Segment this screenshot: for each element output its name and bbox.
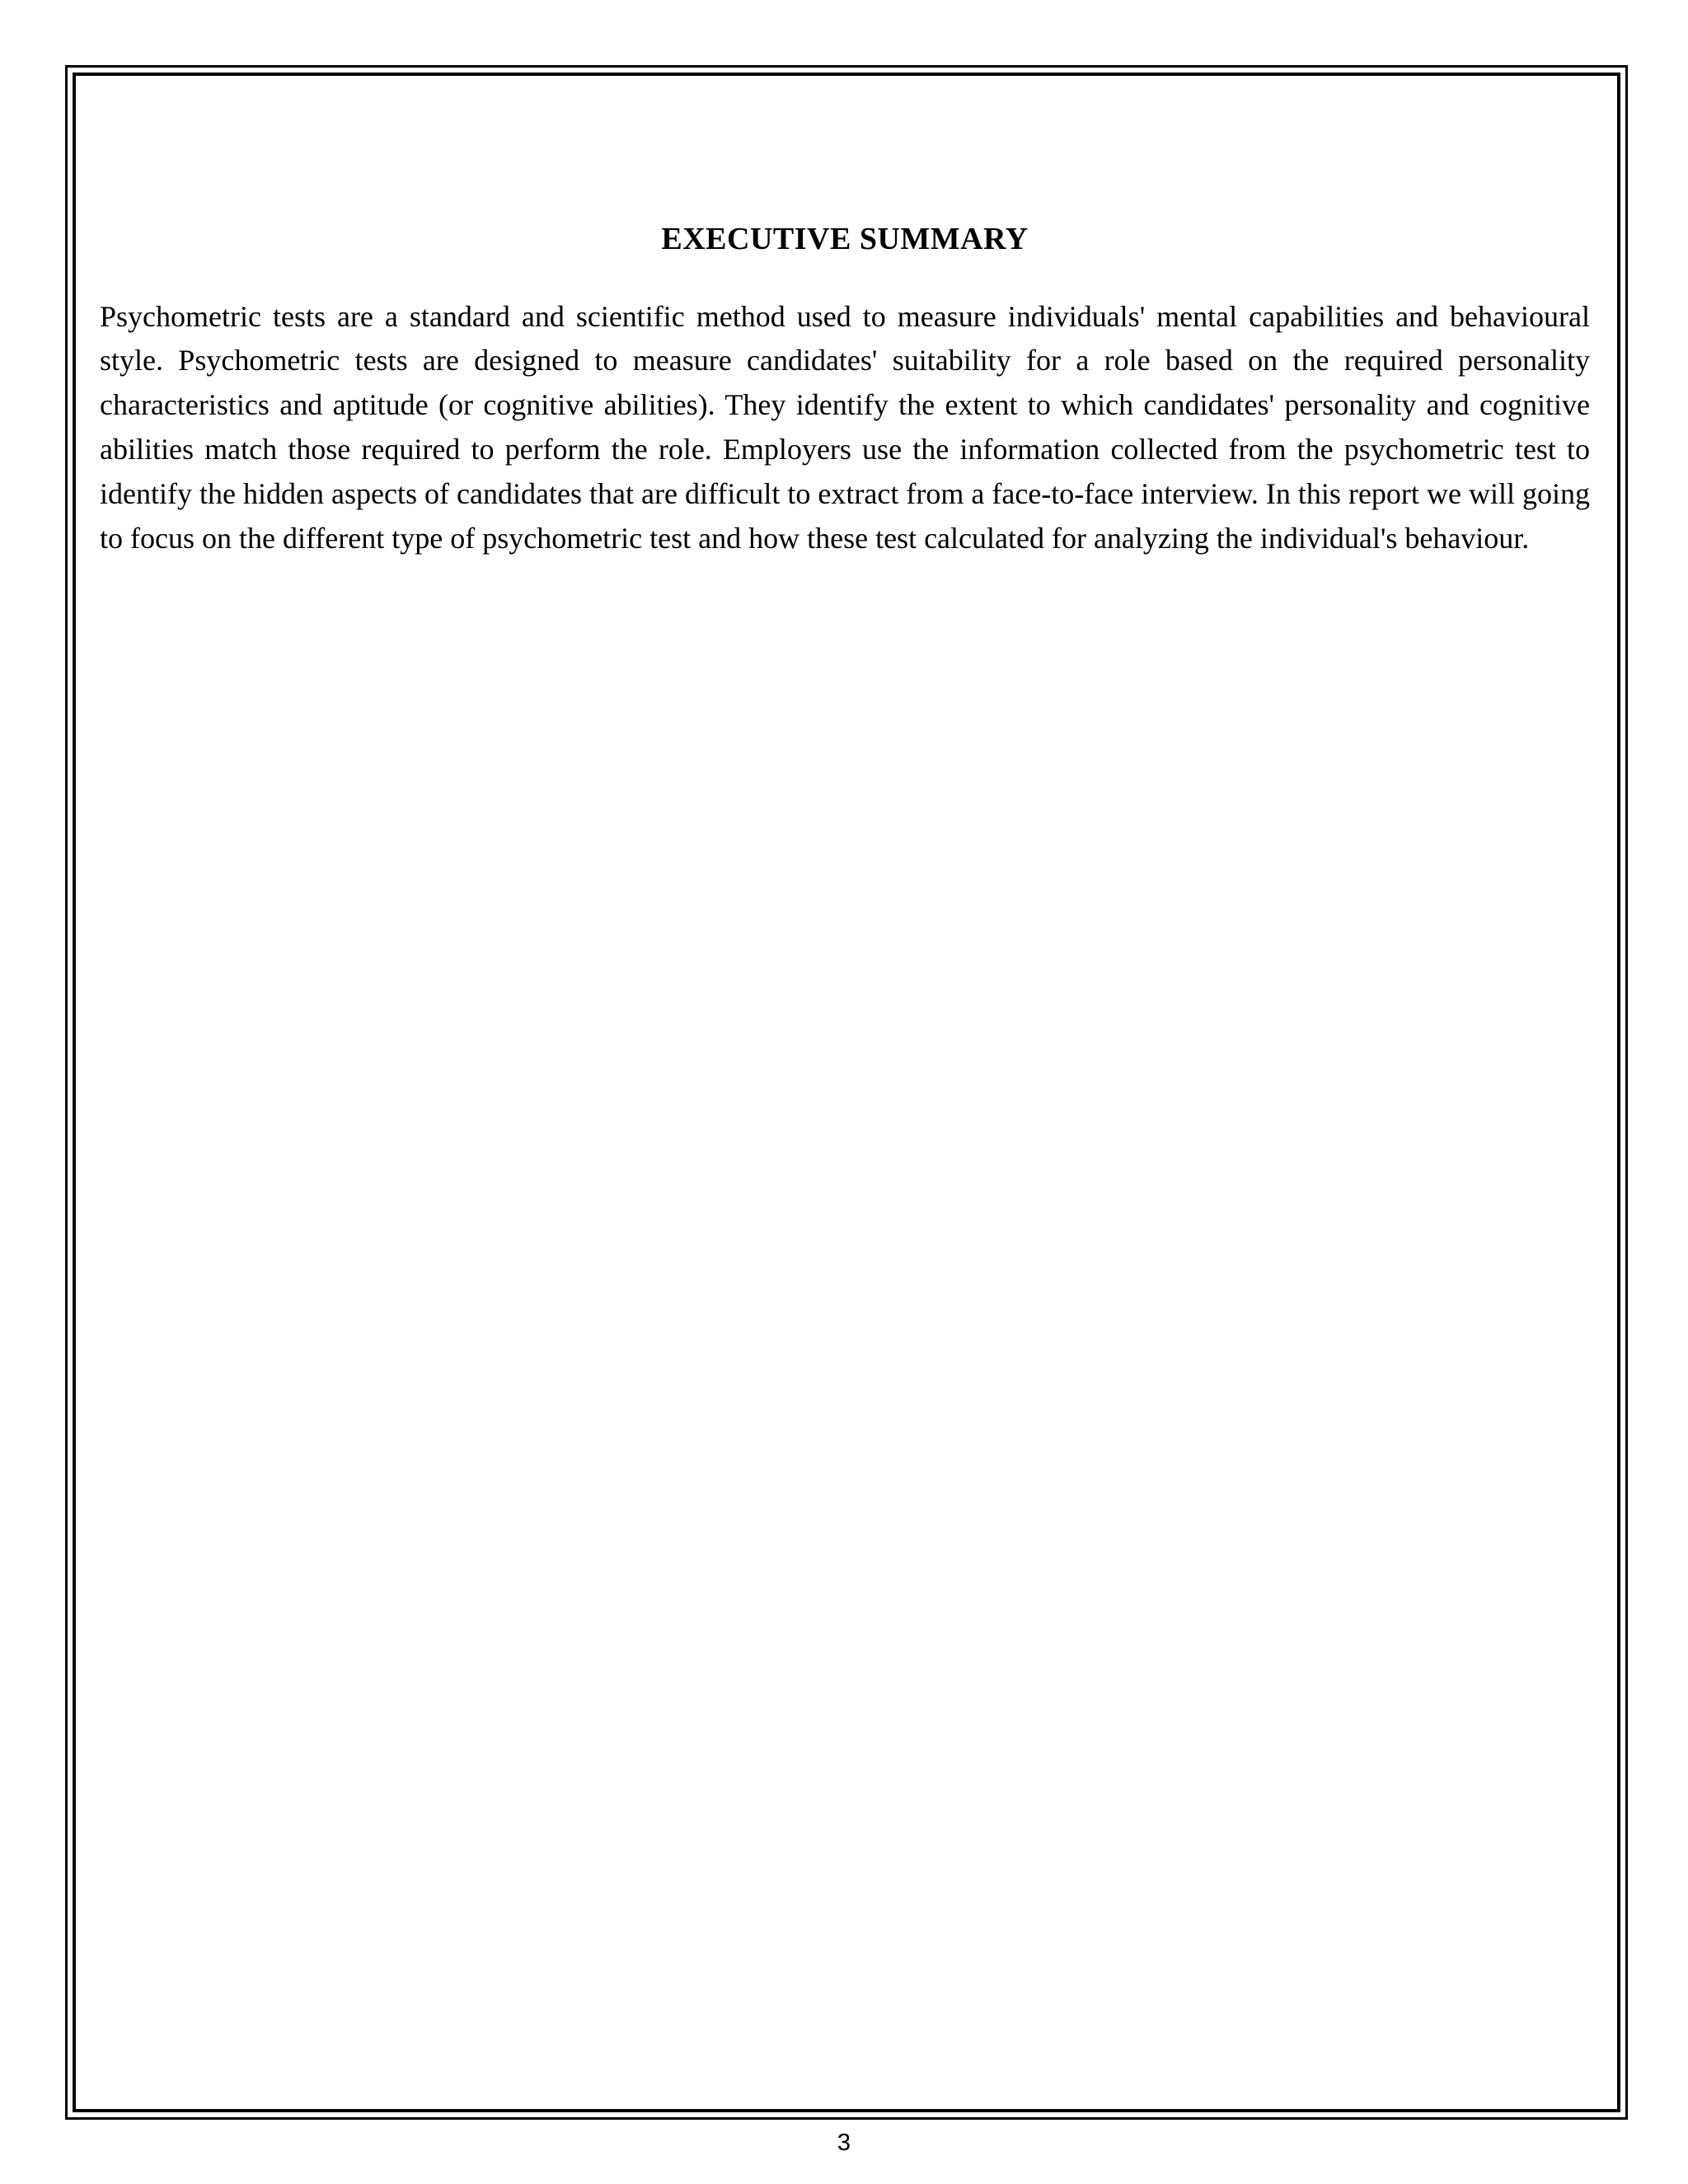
- page-content: [100, 221, 1590, 560]
- page-number: 3: [837, 2130, 851, 2156]
- summary-paragraph: Psychometric tests are a standard and scientific method used to measure individuals' mental capabilities and behavioural style. Psychometric tests are designed to measure candidates' suitability for a role based on the required personality characteristics and aptitude (or cognitive abilities). They identify the extent to which candidates' personality and cognitive abilities match those required to perform the role. Employers use the information collected from the psychometric test to identify the hidden aspects of candidates that are difficult to extract from a face-to-face interview. In this report we will going to focus on the different type of psychometric test and how these test calculated for analyzing the individual's behaviour.: [100, 299, 1590, 555]
- section-heading: EXECUTIVE SUMMARY: [661, 222, 1029, 256]
